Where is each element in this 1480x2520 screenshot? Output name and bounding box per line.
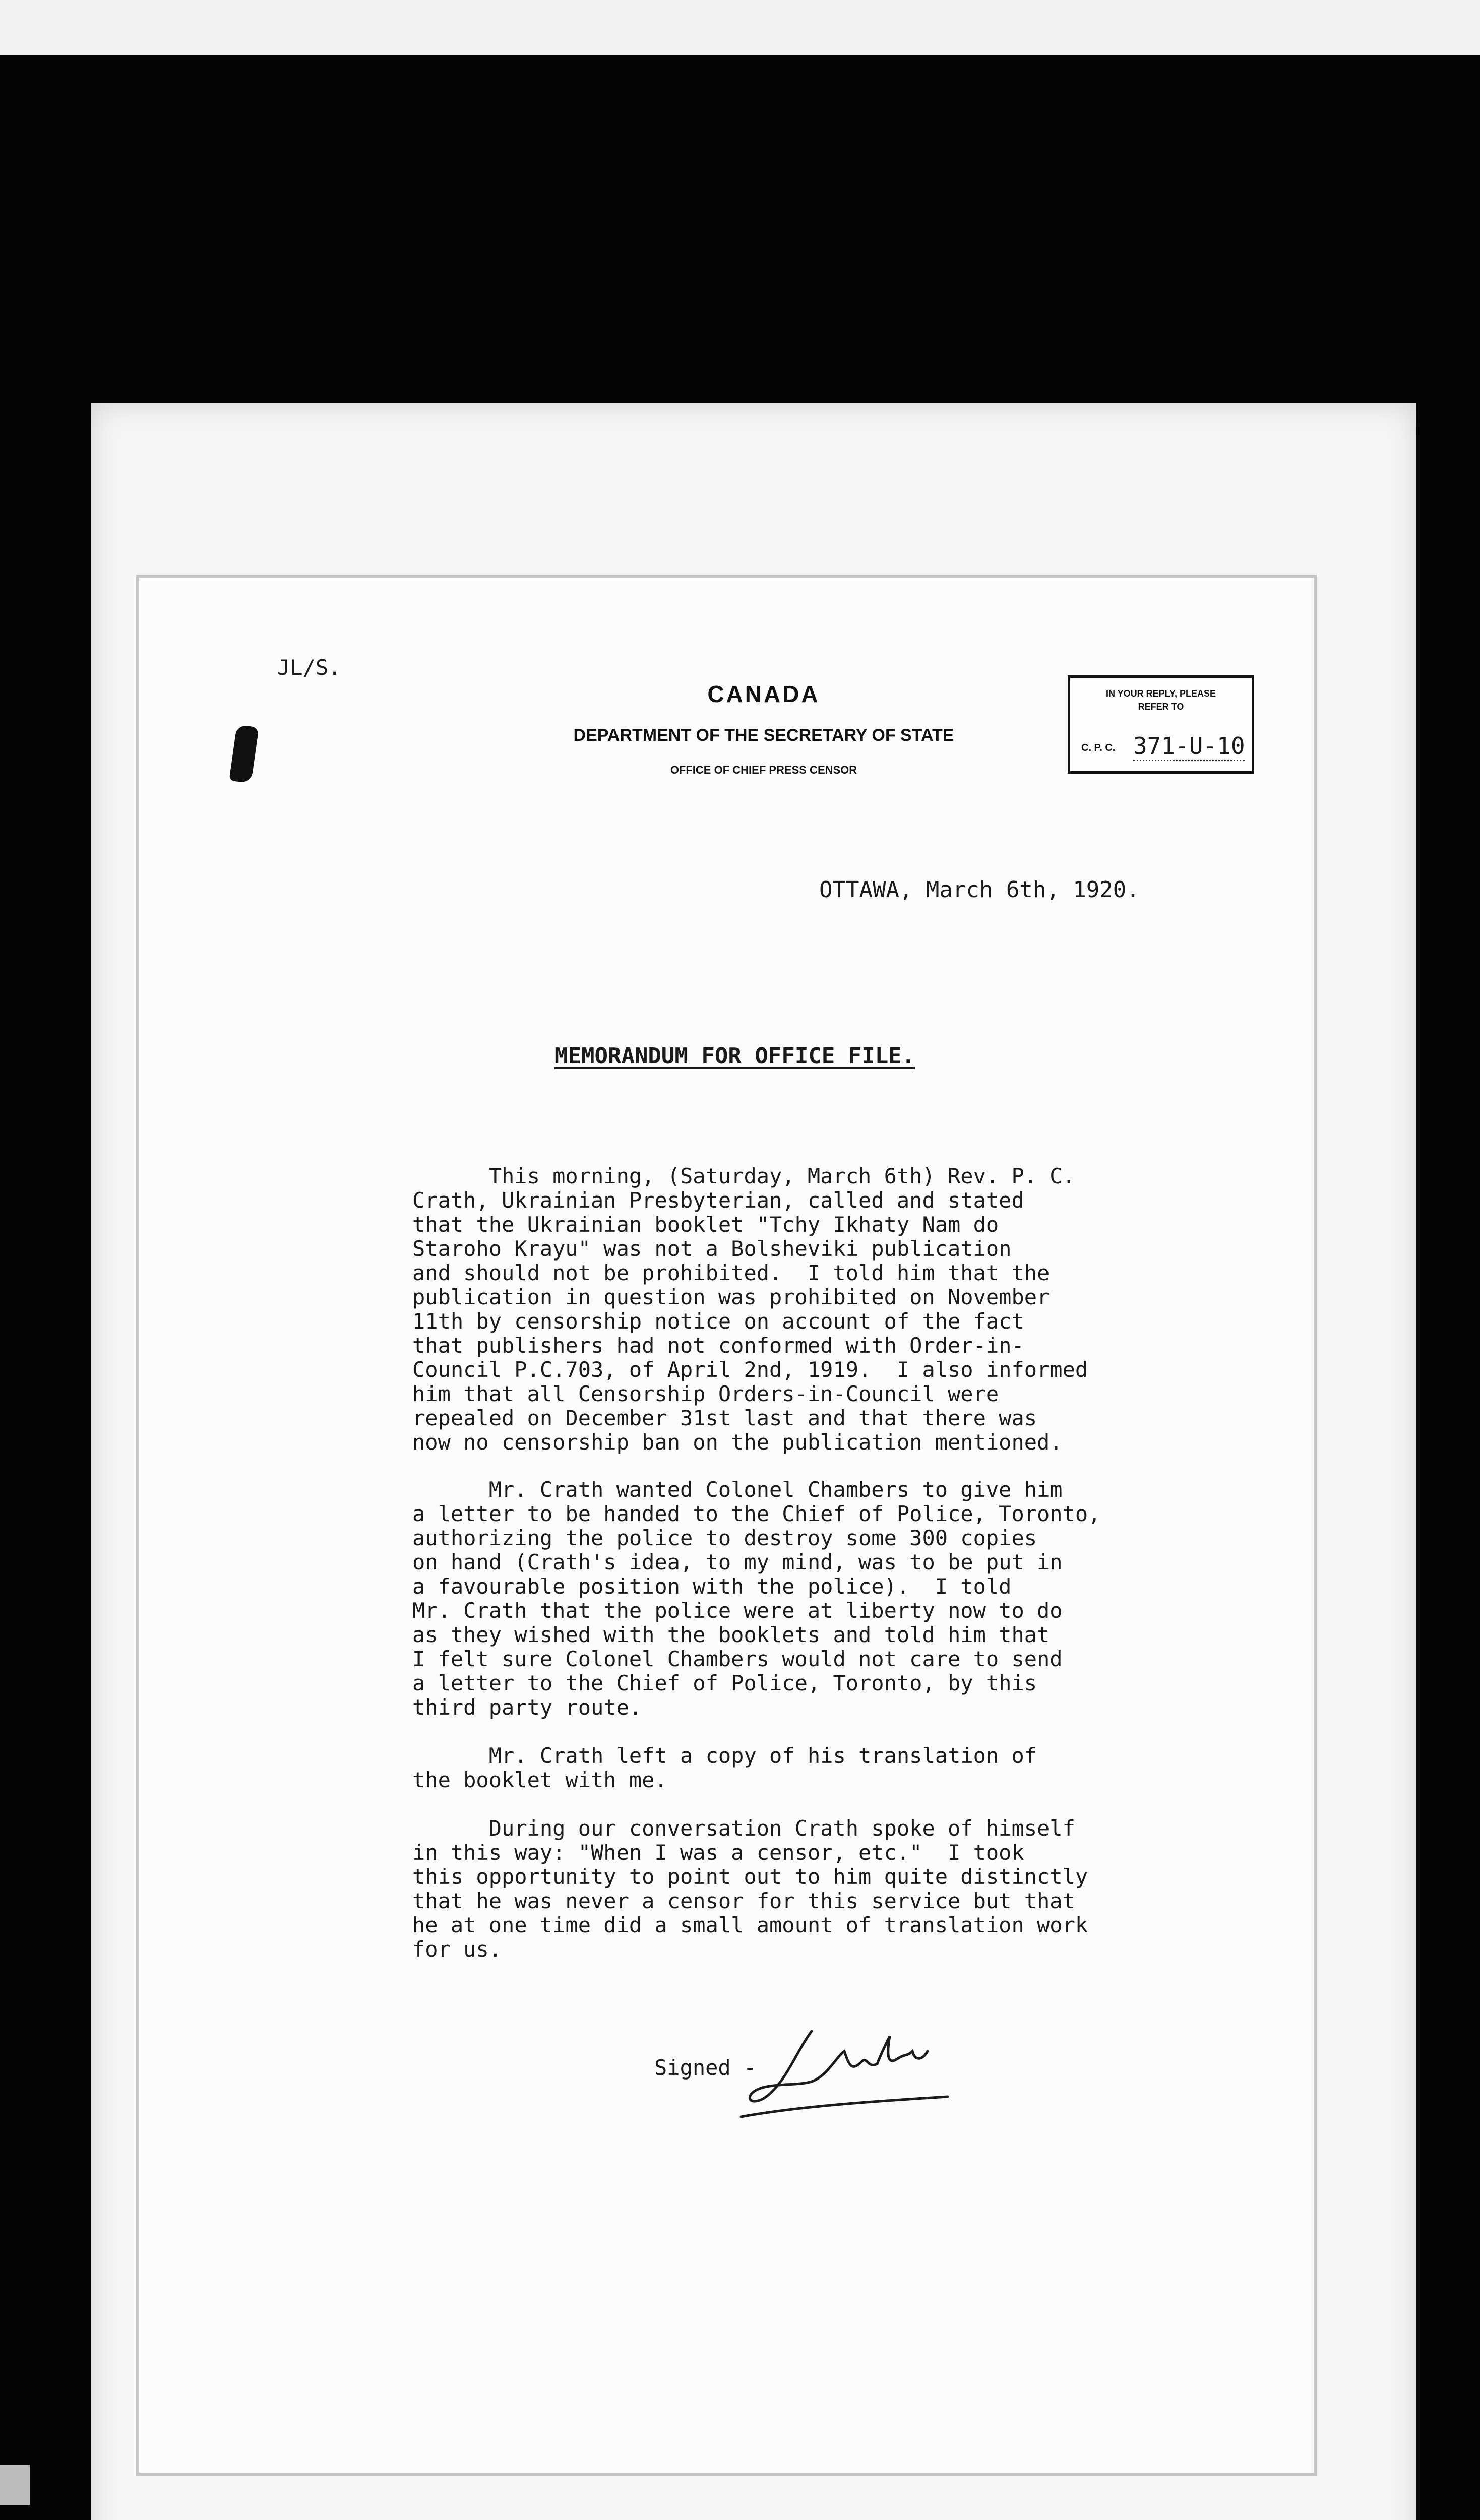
reply-caption-line1: IN YOUR REPLY, PLEASE [1105,688,1216,699]
memo-title: MEMORANDUM FOR OFFICE FILE. [554,1043,915,1069]
signature-stroke [741,2031,948,2117]
handwritten-signature [736,2021,958,2122]
film-edge-tab [0,2465,30,2505]
scan-top-margin [0,0,1480,55]
reply-caption [1070,687,1252,713]
reference-initials: JL/S. [277,655,341,680]
signed-label: Signed - [654,2055,757,2080]
memo-paragraph-4: During our conversation Crath spoke of himself in this way: "When I was a censor, etc." I took this opportunity to point out to him quite distinctly that he was never a censor for this service but that he at one time did a small amount of translation work for us. [412,1816,1088,1962]
memo-paragraph-3: Mr. Crath left a copy of his translation of the booklet with me. [412,1743,1037,1792]
letterhead-office: OFFICE OF CHIEF PRESS CENSOR [670,764,857,776]
memo-paragraph-2: Mr. Crath wanted Colonel Chambers to give him a letter to be handed to the Chief of Police, Toronto, authorizing the police to destroy some 300 copies on hand (Crath's idea, to my mind, was to be put in a favourable position with the police). I told Mr. Crath that the police were at liberty now to do as they wished with the booklets and told him that I felt sure Colonel Chambers would not care to send a letter to the Chief of Police, Toronto, by this third party route. [412,1477,1101,1720]
memo-paragraph-1: This morning, (Saturday, March 6th) Rev. P. C. Crath, Ukrainian Presbyterian, called and stated that the Ukrainian booklet "Tchy Ikhaty Nam do Staroho Krayu" was not a Bolsheviki publication and should not be prohibited. I told him that the publication in question was prohibited on November 11th by censorship notice on account of the fact that publishers had not conformed with Order-in- Council P.C.703, of April 2nd, 1919. I also informed him that all Censorship Orders-in-Council were repealed on December 31st last and that there was now no censorship ban on the publication mentioned. [412,1164,1088,1455]
reply-caption-line2: REFER TO [1138,702,1184,712]
letterhead-country: CANADA [707,681,820,707]
dateline: OTTAWA, March 6th, 1920. [819,877,1140,903]
reply-prefix: C. P. C. [1081,742,1116,753]
reply-reference-box [1068,675,1254,774]
reply-file-number: 371-U-10 [1133,732,1245,761]
letterhead-department: DEPARTMENT OF THE SECRETARY OF STATE [573,726,954,745]
